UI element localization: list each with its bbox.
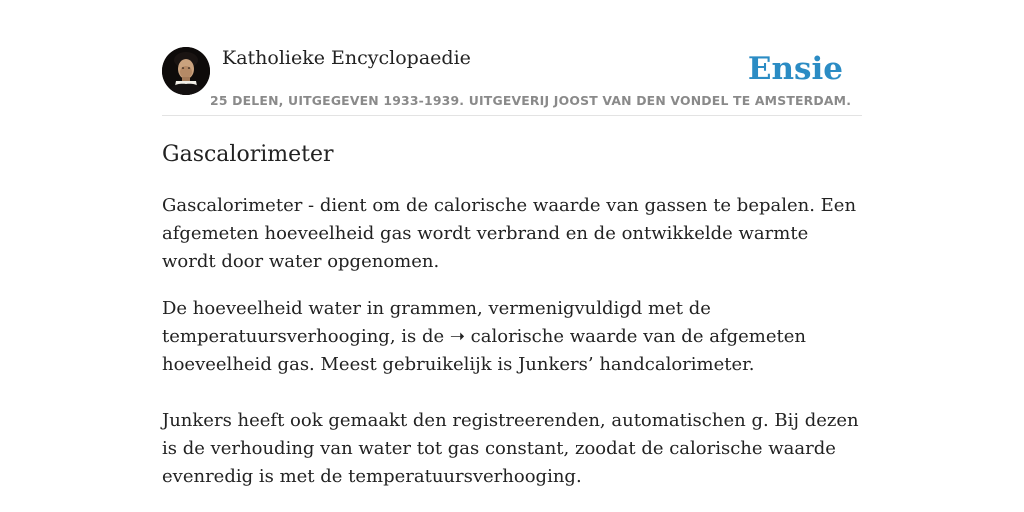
article-paragraph-1: Gascalorimeter - dient om de calorische waarde van gassen te bepalen. Een afgemeten hoeveelheid gas wordt verbrand en de ontwikkelde warmte wordt door water opgenomen.	[162, 195, 857, 272]
portrait-icon[interactable]	[162, 47, 210, 95]
page	[162, 0, 862, 487]
brand-logo[interactable]: Ensie	[747, 51, 843, 87]
article-title: Gascalorimeter	[162, 142, 334, 167]
site-header	[162, 0, 862, 116]
site-subtitle: 25 DELEN, UITGEGEVEN 1933-1939. UITGEVERIJ JOOST VAN DEN VONDEL TE AMSTERDAM.	[210, 93, 852, 108]
site-title[interactable]: Katholieke Encyclopaedie	[222, 47, 471, 69]
article-paragraph-2: De hoeveelheid water in grammen, vermenigvuldigd met de temperatuursverhooging, is de ➝ calorische waarde van de afgemeten hoeveelheid gas. Meest gebruikelijk is Junkers’ handcalorimeter.	[162, 298, 806, 375]
article-paragraph-3: Junkers heeft ook gemaakt den registreerenden, automatischen g. Bij dezen is de verhouding van water tot gas constant, zoodat de calorische waarde evenredig is met de temperatuursverhooging.	[162, 410, 859, 487]
